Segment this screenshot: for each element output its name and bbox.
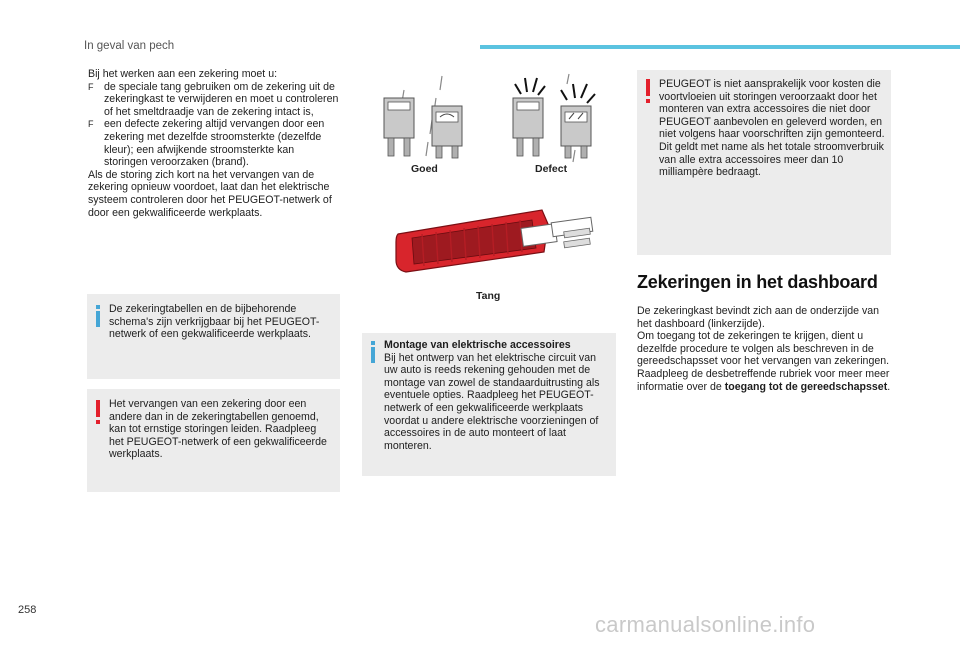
accessories-info-text [384,339,608,452]
watermark: carmanualsonline.info [595,612,816,637]
paragraph: Raadpleeg de desbetreffende rubriek voor meer meer informatie over de toegang tot de gereedschapsset. [637,367,891,393]
bullet-item [88,81,340,119]
bullet-mark: F [88,81,94,92]
bullet-mark: F [88,119,94,130]
reference-link-text: toegang tot de gereedschapsset [724,380,888,393]
fuse-defect-illustration [505,70,605,165]
fuse-good-caption: Goed [411,163,438,175]
intro-text: Bij het werken aan een zekering moet u: [88,68,278,80]
fuse-pliers-illustration [392,200,602,282]
section-header: In geval van pech [84,40,175,52]
liability-warning-text: PEUGEOT is niet aansprakelijk voor kosten die voortvloeien uit storingen veroorzaakt door het monteren van extra accessoires die niet door PEUGEOT aanbevolen en geleverd worden, en niet volgens haar voorschriften zijn gemonteerd. Dit geldt met name als het totale stroomverbruik van alle extra accessoires meer dan 10 milliampère bedraagt. [659,78,885,179]
accessories-info-box [362,333,616,476]
fuse-good-illustration [370,70,480,165]
paragraph: Om toegang tot de zekeringen te krijgen, dient u dezelfde procedure te volgen als beschreven in de gereedschapsset voor het vervangen van zekeringen. [637,330,890,368]
warning-box-text: Het vervangen van een zekering door een andere dan in de zekeringtabellen genoemd, kan tot ernstige storingen leiden. Raadpleeg het PEUGEOT-netwerk of een gekwalificeerde werkplaats. [109,398,327,461]
after-text: Als de storing zich kort na het vervangen van de zekering opnieuw voordoet, laat dan het elektrische systeem controleren door het PEUGEOT-netwerk of door een gekwalificeerde werkplaats. [88,168,332,219]
dashboard-fuses-text [637,305,891,393]
page-number: 258 [18,604,37,616]
header-accent-bar [480,45,960,49]
bullet-text: de speciale tang gebruiken om de zekering uit de zekeringkast te verwijderen en moet u controleren of het smeltdraadje van de zekering intact is, [104,80,339,118]
section-title: Zekeringen in het dashboard [637,272,878,292]
info-box [87,294,340,379]
paragraph: De zekeringkast bevindt zich aan de onderzijde van het dashboard (linkerzijde). [637,305,880,330]
accessories-info-body: Bij het ontwerp van het elektrische circuit van uw auto is reeds rekening gehouden met de montage van zowel de standaarduitrusting als eventuele opties. Raadpleeg het PEUGEOT-netwerk of een gekwalificeerde werkplaats voordat u andere elektrische voorzieningen of accessoires in de auto monteert of laat monteren. [384,351,600,452]
fuse-defect-caption: Defect [535,163,568,175]
info-box-text: De zekeringtabellen en de bijbehorende schema's zijn verkrijgbaar bij het PEUGEOT-netwerk of een gekwalificeerde werkplaats. [109,303,320,341]
left-column-text [88,68,340,219]
bullet-item [88,118,340,168]
pliers-caption: Tang [476,290,501,302]
bullet-text: een defecte zekering altijd vervangen door een zekering met dezelfde stroomsterkte (dezelfde kleur); een afwijkende stroomsterkte kan storingen veroorzaken (brand). [104,118,325,169]
accessories-info-title: Montage van elektrische accessoires [384,339,571,351]
liability-warning-box [637,70,891,255]
warning-box [87,389,340,492]
